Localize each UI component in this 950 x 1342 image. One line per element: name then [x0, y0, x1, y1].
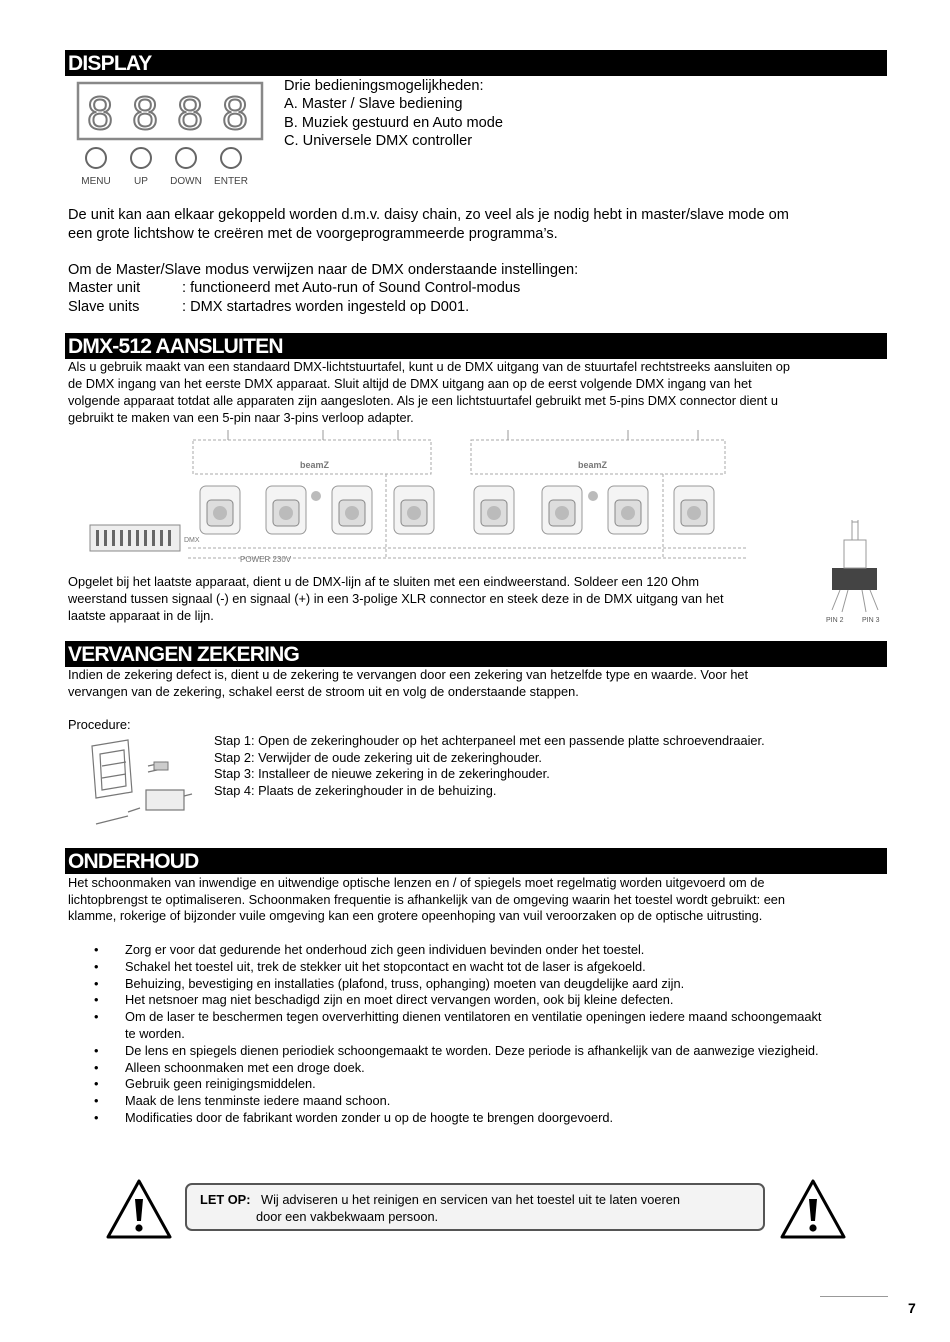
brand-label: beamZ	[578, 460, 608, 470]
panel-button-label: UP	[134, 176, 148, 187]
list-item: • Schakel het toestel uit, trek de stekker uit het stopcontact en wacht tot de laser is afgekoeld.	[94, 959, 874, 976]
warning-label: LET OP:	[200, 1192, 251, 1207]
display-digit: 8	[87, 87, 113, 139]
light-fixture	[674, 486, 714, 534]
warning-text: Wij adviseren u het reinigen en servicen van het toestel uit te laten voeren	[261, 1192, 680, 1207]
controller-slider	[152, 530, 155, 546]
brand-label: beamZ	[300, 460, 330, 470]
light-fixture	[394, 486, 434, 534]
master-label: Master unit	[68, 280, 141, 296]
mode-item: C. Universele DMX controller	[284, 133, 473, 149]
panel-button-label: DOWN	[170, 176, 202, 187]
controller-slider	[136, 530, 139, 546]
slave-label: Slave units	[68, 299, 140, 315]
termination-text: weerstand tussen signaal (-) en signaal (+) in een 3-polige XLR connector en steek deze in de DMX uitgang van het	[68, 591, 724, 606]
controller-slider	[144, 530, 147, 546]
xlr-pin-label: PIN 3	[862, 617, 880, 624]
fuse-step: Stap 1: Open de zekeringhouder op het achterpaneel met een passende platte schroevendraaier.	[214, 733, 765, 748]
display-panel-illustration	[72, 80, 272, 192]
controller-slider	[168, 530, 171, 546]
xlr-connector-illustration	[822, 520, 890, 630]
section-heading-maintenance: ONDERHOUD	[65, 848, 887, 874]
panel-button-menu	[86, 148, 106, 168]
fuse-step: Stap 3: Installeer de nieuwe zekering in de zekeringhouder.	[214, 766, 550, 781]
daisy-chain-text: De unit kan aan elkaar gekoppeld worden d.m.v. daisy chain, zo veel als je nodig hebt in master/slave mode om	[68, 207, 789, 223]
light-fixture	[474, 486, 514, 534]
section-heading-fuse: VERVANGEN ZEKERING	[65, 641, 887, 667]
dmx-text: volgende apparaat totdat alle apparaten zijn aangesloten. Als je een lichtstuurtafel gebruikt met 5-pins DMX connector dient u	[68, 393, 778, 408]
controller-slider	[96, 530, 99, 546]
light-fixture	[542, 486, 582, 534]
termination-text: Opgelet bij het laatste apparaat, dient u de DMX-lijn af te sluiten met een eindweerstand. Soldeer een 120 Ohm	[68, 574, 699, 589]
dmx-text: Als u gebruik maakt van een standaard DMX-lichtstuurtafel, kunt u de DMX uitgang van de stuurtafel rechtstreeks aansluiten op	[68, 359, 790, 374]
dmx-text: de DMX ingang van het eerste DMX apparaat. Sluit altijd de DMX uitgang aan op de eerst volgende DMX ingang van het	[68, 376, 752, 391]
warning-box	[185, 1183, 765, 1231]
xlr-pin-label: PIN 2	[826, 617, 844, 624]
section-heading-dmx: DMX-512 AANSLUITEN	[65, 333, 887, 359]
dmx-chain-diagram	[88, 430, 778, 570]
list-item: • Behuizing, bevestiging en installaties (plafond, truss, ophanging) moeten van deugdelijke aard zijn.	[94, 976, 874, 993]
list-item: • Gebruik geen reinigingsmiddelen.	[94, 1076, 874, 1093]
panel-button-up	[131, 148, 151, 168]
section-heading-display: DISPLAY	[65, 50, 887, 76]
master-slave-intro: Om de Master/Slave modus verwijzen naar de DMX onderstaande instellingen:	[68, 262, 579, 278]
controller-slider	[128, 530, 131, 546]
list-item: • Maak de lens tenminste iedere maand schoon.	[94, 1093, 874, 1110]
daisy-chain-text: een grote lichtshow te creëren met de voorgeprogrammeerde programma’s.	[68, 226, 558, 242]
dmx-text: gebruikt te maken van een 5-pin naar 3-pins verloop adapter.	[68, 410, 414, 425]
mode-item: B. Muziek gestuurd en Auto mode	[284, 115, 504, 131]
warning-triangle-icon	[104, 1177, 174, 1241]
dmx-label: DMX	[184, 537, 200, 544]
panel-button-label: ENTER	[214, 176, 248, 187]
controller-slider	[120, 530, 123, 546]
light-fixture	[266, 486, 306, 534]
warning-text: door een vakbekwaam persoon.	[256, 1209, 439, 1224]
modes-intro: Drie bedieningsmogelijkheden:	[284, 78, 484, 94]
light-fixture	[332, 486, 372, 534]
master-value: : functioneerd met Auto-run of Sound Control-modus	[182, 280, 521, 296]
list-item: • De lens en spiegels dienen periodiek schoongemaakt te worden. Deze periode is afhankelijk van de aanwezige viezigheid.	[94, 1043, 845, 1060]
maintenance-text: Het schoonmaken van inwendige en uitwendige optische lenzen en / of spiegels moet regelmatig worden uitgevoerd om de	[68, 875, 765, 890]
panel-button-enter	[221, 148, 241, 168]
page-number: 7	[908, 1300, 916, 1316]
display-digit: 8	[132, 87, 158, 139]
fuse-step: Stap 2: Verwijder de oude zekering uit de zekeringhouder.	[214, 750, 542, 765]
maintenance-list	[94, 942, 874, 1127]
fuse-text: vervangen van de zekering, schakel eerst de stroom uit en volg de onderstaande stappen.	[68, 684, 579, 699]
list-item: • Het netsnoer mag niet beschadigd zijn en moet direct vervangen worden, ook bij kleine defecten.	[94, 992, 874, 1009]
power-label: POWER 230V	[240, 555, 292, 564]
procedure-label: Procedure:	[68, 717, 131, 732]
controller-slider	[104, 530, 107, 546]
display-digit: 8	[177, 87, 203, 139]
termination-text: laatste apparaat in de lijn.	[68, 608, 214, 623]
maintenance-text: klamme, rokerige of bijzonder vuile omgeving kan een grotere opeenhoping van vuil veroorzaken op de optische uitrusting.	[68, 908, 763, 923]
light-fixture	[608, 486, 648, 534]
slave-value: : DMX startadres worden ingesteld op D001.	[182, 299, 470, 315]
list-item: • Om de laser te beschermen tegen oververhitting dienen ventilatoren en ventilatie openingen iedere maand schoongemaakt te worden.	[94, 1009, 825, 1043]
fuse-text: Indien de zekering defect is, dient u de zekering te vervangen door een zekering van hetzelfde type en waarde. Voor het	[68, 667, 749, 682]
controller-slider	[160, 530, 163, 546]
display-digit: 8	[222, 87, 248, 139]
panel-button-down	[176, 148, 196, 168]
list-item: • Alleen schoonmaken met een droge doek.	[94, 1060, 874, 1077]
list-item: • Zorg er voor dat gedurende het onderhoud zich geen individuen bevinden onder het toestel.	[94, 942, 874, 959]
mode-item: A. Master / Slave bediening	[284, 96, 463, 112]
maintenance-text: lichtopbrengst te optimaliseren. Schoonmaken frequentie is afhankelijk van de omgeving waarin het toestel wordt gebruikt: een	[68, 892, 786, 907]
fuse-holder-illustration	[88, 738, 198, 830]
list-item: • Modificaties door de fabrikant worden zonder u op de hoogte te brengen doorgevoerd.	[94, 1110, 874, 1127]
warning-triangle-icon	[778, 1177, 848, 1241]
light-fixture	[200, 486, 240, 534]
footer-rule	[820, 1296, 888, 1297]
fuse-step: Stap 4: Plaats de zekeringhouder in de behuizing.	[214, 783, 497, 798]
panel-button-label: MENU	[81, 176, 111, 187]
controller-slider	[112, 530, 115, 546]
